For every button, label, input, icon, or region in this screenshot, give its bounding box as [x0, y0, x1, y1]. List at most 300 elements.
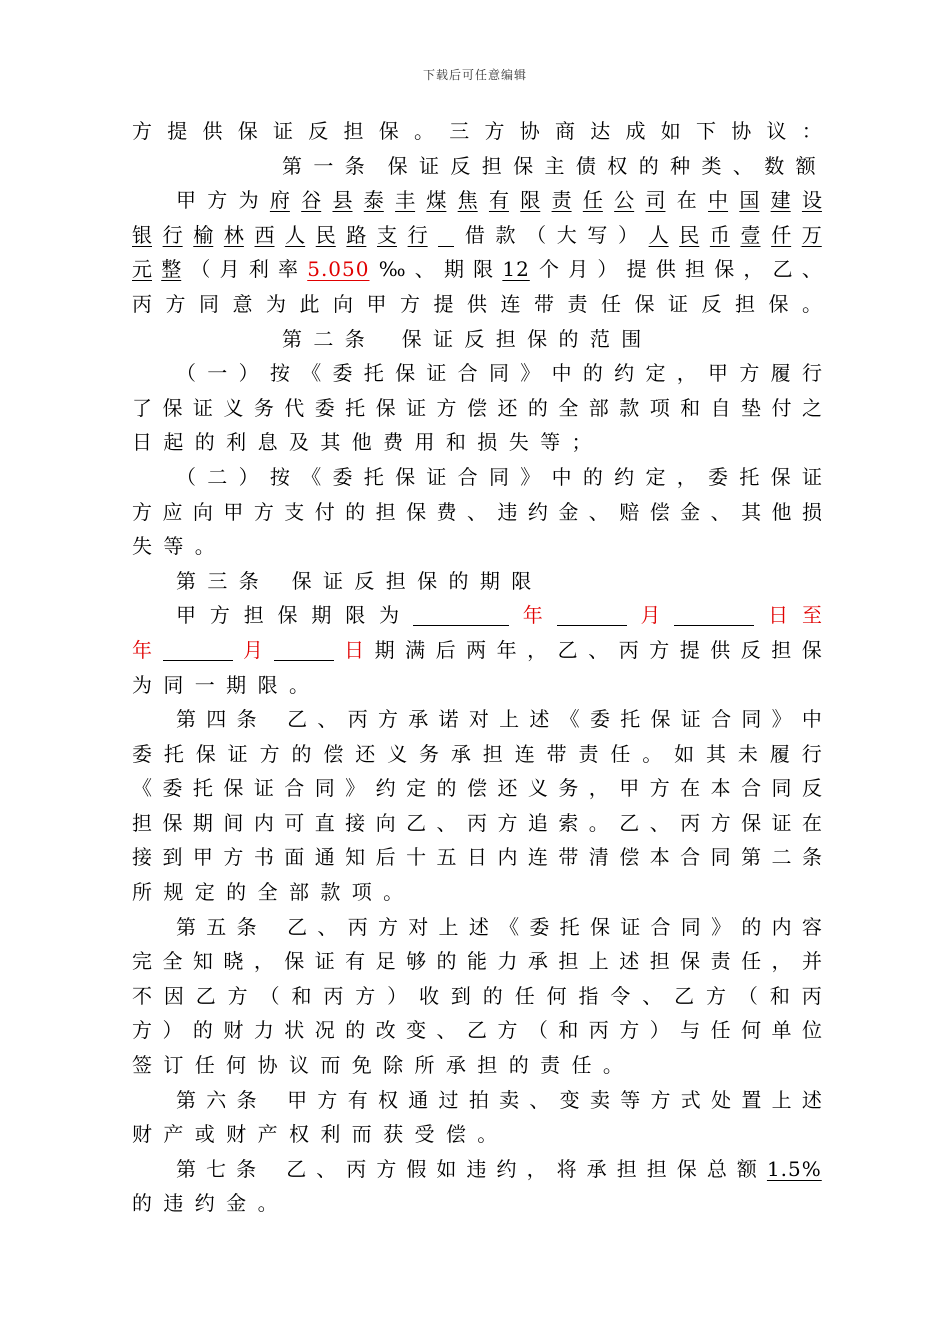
- char: 同: [163, 672, 184, 697]
- char: 乙: [406, 810, 427, 835]
- char: 乙: [557, 637, 578, 662]
- char: 丙: [323, 983, 344, 1008]
- char: 证: [253, 776, 274, 801]
- char: 保: [589, 914, 610, 939]
- char: 证: [192, 395, 213, 420]
- char: 诺: [438, 707, 459, 732]
- char: 向: [192, 499, 213, 524]
- char: 面: [284, 845, 305, 870]
- char: 担: [558, 949, 579, 974]
- char: 方: [706, 983, 727, 1008]
- char: 担: [477, 1053, 498, 1078]
- char: 不: [132, 983, 152, 1008]
- char: 他: [351, 430, 372, 455]
- char: 述: [619, 949, 640, 974]
- char: ‰: [378, 257, 406, 282]
- char: 托: [192, 776, 213, 801]
- char: 的: [527, 395, 548, 420]
- char: ：: [801, 119, 822, 143]
- char: 方: [497, 1018, 518, 1043]
- char: 向: [333, 291, 353, 316]
- text-line: [132, 598, 822, 633]
- char: 担: [385, 568, 406, 593]
- char: 方: [377, 914, 398, 939]
- char: 限: [257, 672, 278, 697]
- char: 方: [619, 1018, 640, 1043]
- char: 带: [558, 845, 579, 870]
- char: 并: [801, 949, 822, 974]
- char: 到: [450, 983, 471, 1008]
- char: 连: [500, 291, 521, 316]
- char: 一: [194, 672, 215, 697]
- char: 全: [558, 395, 579, 420]
- char: 行: [407, 222, 428, 247]
- char: 委: [132, 741, 152, 766]
- char: 任: [741, 949, 762, 974]
- char: 订: [163, 1053, 184, 1078]
- char: 协: [257, 1053, 278, 1078]
- char: 垫: [741, 395, 762, 420]
- blank-field: [163, 638, 233, 661]
- char: 支: [377, 222, 397, 247]
- char: 力: [253, 1018, 274, 1043]
- char: 丙: [618, 637, 639, 662]
- char: 支: [284, 499, 305, 524]
- char: 种: [670, 153, 691, 178]
- char: 所: [132, 880, 152, 905]
- char: 担: [646, 1156, 667, 1181]
- char: 第: [282, 326, 302, 351]
- char: 、: [649, 810, 670, 835]
- char: 担: [481, 153, 502, 178]
- text-line: [132, 944, 822, 979]
- char: 何: [741, 1018, 762, 1043]
- char: 整: [161, 257, 182, 282]
- char: 两: [466, 637, 487, 662]
- char: 《: [559, 707, 580, 732]
- text-line: [132, 564, 822, 599]
- char: 》: [345, 776, 366, 801]
- char: 费: [436, 499, 457, 524]
- char: 了: [132, 395, 152, 420]
- char: ）: [162, 1018, 183, 1043]
- char: 定: [406, 776, 427, 801]
- page-header: 下载后可任意编辑: [422, 68, 527, 82]
- char: 有: [488, 188, 509, 213]
- char: 煤: [426, 188, 447, 213]
- char: 况: [314, 1018, 335, 1043]
- char: 起: [163, 430, 184, 455]
- char: 受: [414, 1122, 435, 1147]
- char: 及: [288, 430, 309, 455]
- char: 金: [680, 499, 701, 524]
- char: 、: [588, 637, 609, 662]
- char: 年: [132, 637, 152, 662]
- char: 月: [219, 257, 240, 282]
- char: 公: [614, 188, 635, 213]
- char: 他: [771, 499, 792, 524]
- char: 偿: [619, 845, 640, 870]
- char: 提: [433, 291, 454, 316]
- char: 第: [282, 153, 302, 178]
- char: 偿: [649, 499, 670, 524]
- char: 述: [468, 914, 489, 939]
- char: 方: [710, 810, 731, 835]
- char: 连: [527, 845, 548, 870]
- char: 中: [708, 188, 729, 213]
- char: 托: [739, 464, 760, 489]
- char: 合: [741, 776, 762, 801]
- char: 的: [436, 949, 457, 974]
- char: 同: [680, 914, 701, 939]
- char: 在: [801, 810, 822, 835]
- char: 其: [706, 741, 727, 766]
- char: ，: [253, 949, 274, 974]
- char: 还: [497, 776, 518, 801]
- char: 反: [464, 326, 485, 351]
- char: 本: [649, 845, 670, 870]
- char: （: [176, 464, 196, 489]
- char: 能: [466, 949, 487, 974]
- char: 保: [291, 568, 312, 593]
- char: 。: [602, 1053, 623, 1078]
- char: 任: [610, 741, 631, 766]
- char: 等: [540, 430, 561, 455]
- char: 期: [192, 810, 213, 835]
- char: 款: [619, 395, 640, 420]
- char: 因: [163, 983, 184, 1008]
- char: 丰: [395, 188, 416, 213]
- char: 按: [269, 464, 290, 489]
- char: 述: [801, 1087, 822, 1112]
- char: 上: [588, 949, 609, 974]
- char: 任: [582, 188, 603, 213]
- text-line: [132, 633, 822, 668]
- char: 的: [132, 1191, 152, 1216]
- char: 供: [467, 291, 487, 316]
- char: 式: [680, 1087, 701, 1112]
- char: 中: [801, 707, 822, 732]
- char: 定: [194, 880, 215, 905]
- char: 万: [801, 222, 822, 247]
- char: 丙: [801, 983, 822, 1008]
- char: 保: [223, 776, 244, 801]
- char: 、: [414, 257, 435, 282]
- char: 合: [650, 914, 671, 939]
- char: 反: [308, 119, 329, 143]
- text-line: [132, 460, 822, 495]
- char: 、: [316, 1156, 337, 1181]
- char: 产: [257, 1122, 278, 1147]
- char: 丙: [346, 1156, 367, 1181]
- char: 合: [711, 707, 732, 732]
- char: 额: [795, 153, 816, 178]
- char: 向: [375, 810, 396, 835]
- char: 的: [508, 1053, 529, 1078]
- char: 到: [162, 845, 183, 870]
- char: ）: [649, 1018, 670, 1043]
- char: 》: [520, 361, 541, 386]
- char: 利: [226, 430, 247, 455]
- char: 。: [194, 534, 215, 559]
- char: 反: [740, 637, 761, 662]
- char: 完: [132, 949, 152, 974]
- char: 方: [259, 741, 280, 766]
- char: 可: [284, 810, 305, 835]
- char: 、: [710, 499, 731, 524]
- char: 全: [257, 880, 278, 905]
- char: 人: [285, 222, 306, 247]
- char: 《: [499, 914, 520, 939]
- char: 条: [236, 707, 257, 732]
- char: 方: [227, 983, 248, 1008]
- char: 托: [363, 464, 384, 489]
- char: 的: [192, 1018, 213, 1043]
- char: 国: [739, 188, 760, 213]
- char: 方: [132, 499, 152, 524]
- char: 和: [558, 1018, 579, 1043]
- char: 丙: [347, 914, 368, 939]
- char: 林: [223, 222, 244, 247]
- char: 追: [527, 810, 548, 835]
- text-line: [132, 322, 822, 357]
- char: 的: [345, 1018, 366, 1043]
- char: 任: [194, 1053, 215, 1078]
- char: 方: [739, 361, 760, 386]
- char: 权: [607, 153, 628, 178]
- char: 保: [162, 810, 183, 835]
- char: 建: [770, 188, 791, 213]
- char: 民: [679, 222, 700, 247]
- char: 。: [802, 291, 822, 316]
- char: 和: [769, 983, 790, 1008]
- text-run: 12: [502, 257, 530, 282]
- char: 为: [132, 672, 152, 697]
- text-line: [132, 875, 822, 910]
- char: 金: [558, 499, 579, 524]
- char: 息: [257, 430, 278, 455]
- char: 接: [132, 845, 152, 870]
- char: 委: [162, 776, 183, 801]
- char: 义: [223, 395, 244, 420]
- char: 带: [534, 291, 554, 316]
- char: 委: [589, 707, 610, 732]
- char: 第: [176, 1156, 196, 1181]
- char: 甲: [287, 1087, 308, 1112]
- char: 日: [132, 430, 152, 455]
- char: 和: [291, 983, 312, 1008]
- char: 托: [559, 914, 580, 939]
- char: 乙: [466, 1018, 487, 1043]
- char: 担: [495, 326, 516, 351]
- char: 证: [406, 395, 427, 420]
- text-line: [132, 668, 822, 703]
- char: 方: [317, 1087, 338, 1112]
- char: 方: [132, 1018, 152, 1043]
- char: 带: [546, 741, 567, 766]
- char: 证: [418, 153, 439, 178]
- char: 赔: [619, 499, 640, 524]
- char: 、: [642, 983, 663, 1008]
- char: 成: [625, 119, 646, 143]
- char: 的: [226, 880, 247, 905]
- char: 方: [649, 637, 670, 662]
- char: 《: [301, 464, 322, 489]
- char: 提: [626, 257, 647, 282]
- char: 日: [466, 845, 487, 870]
- char: 对: [408, 914, 429, 939]
- char: 保: [676, 1156, 697, 1181]
- char: 用: [414, 430, 435, 455]
- text-line: [132, 979, 822, 1014]
- text-line: [132, 529, 822, 564]
- char: 担: [649, 949, 670, 974]
- char: 自: [710, 395, 731, 420]
- char: 供: [202, 119, 223, 143]
- char: 府: [269, 188, 290, 213]
- char: 三: [449, 119, 470, 143]
- char: 偿: [323, 741, 344, 766]
- char: 令: [610, 983, 631, 1008]
- char: 卖: [589, 1087, 610, 1112]
- char: 拍: [468, 1087, 489, 1112]
- char: 协: [519, 119, 540, 143]
- char: 协: [731, 119, 752, 143]
- char: 连: [514, 741, 535, 766]
- char: 》: [520, 464, 541, 489]
- char: 托: [620, 707, 641, 732]
- char: 甲: [176, 603, 196, 628]
- char: 限: [345, 603, 366, 628]
- char: ，: [743, 257, 764, 282]
- char: ，: [771, 949, 792, 974]
- char: 反: [450, 153, 471, 178]
- char: 务: [419, 741, 440, 766]
- char: 托: [363, 361, 384, 386]
- char: 同: [314, 776, 335, 801]
- char: 担: [243, 603, 264, 628]
- blank-field: [413, 603, 509, 626]
- char: 为: [379, 603, 400, 628]
- char: 写: [587, 222, 608, 247]
- char: 通: [314, 845, 335, 870]
- char: 壹: [740, 222, 761, 247]
- char: 而: [351, 1122, 372, 1147]
- char: 义: [387, 741, 408, 766]
- char: 而: [320, 1053, 341, 1078]
- char: 的: [482, 983, 503, 1008]
- char: 免: [351, 1053, 372, 1078]
- char: 类: [701, 153, 722, 178]
- char: 变: [406, 1018, 427, 1043]
- char: 权: [377, 1087, 398, 1112]
- char: 力: [497, 949, 518, 974]
- char: ，: [527, 637, 548, 662]
- char: 月: [243, 637, 264, 662]
- char: 议: [766, 119, 787, 143]
- char: 改: [375, 1018, 396, 1043]
- char: 至: [801, 603, 822, 628]
- char: 。: [414, 119, 434, 143]
- char: 。: [588, 810, 609, 835]
- char: 一: [313, 153, 334, 178]
- char: 担: [375, 499, 396, 524]
- char: ；: [571, 430, 592, 455]
- char: 第: [176, 707, 196, 732]
- char: 何: [226, 1053, 247, 1078]
- char: 、: [529, 1087, 550, 1112]
- char: 保: [162, 395, 183, 420]
- char: 甲: [223, 499, 244, 524]
- char: 全: [162, 949, 183, 974]
- char: 产: [163, 1122, 184, 1147]
- char: 后: [375, 845, 396, 870]
- char: 变: [559, 1087, 580, 1112]
- char: 委: [332, 464, 353, 489]
- char: 规: [163, 880, 184, 905]
- char: 丙: [347, 707, 368, 732]
- char: 保: [395, 361, 416, 386]
- char: 谷: [301, 188, 322, 213]
- char: 约: [194, 1191, 215, 1216]
- char: 的: [638, 153, 659, 178]
- char: 任: [601, 291, 621, 316]
- char: 乙: [674, 983, 695, 1008]
- char: 履: [769, 741, 790, 766]
- char: 违: [163, 1191, 184, 1216]
- text-line: [132, 391, 822, 426]
- char: 供: [710, 637, 731, 662]
- char: 承: [445, 1053, 466, 1078]
- char: ，: [526, 1156, 547, 1181]
- char: 利: [320, 1122, 341, 1147]
- text-line: [132, 287, 822, 322]
- text-line: [132, 114, 822, 149]
- char: 借: [464, 222, 485, 247]
- char: 委: [708, 464, 729, 489]
- char: ）: [238, 361, 259, 386]
- char: 七: [206, 1156, 227, 1181]
- char: 的: [345, 499, 366, 524]
- char: 证: [322, 568, 343, 593]
- char: 足: [375, 949, 396, 974]
- char: 》: [711, 914, 732, 939]
- char: 约: [527, 499, 548, 524]
- char: 第: [741, 845, 762, 870]
- char: 签: [132, 1053, 152, 1078]
- char: 合: [680, 845, 701, 870]
- char: 证: [432, 326, 453, 351]
- char: 与: [680, 1018, 701, 1043]
- char: 将: [556, 1156, 577, 1181]
- char: 晓: [223, 949, 244, 974]
- char: 证: [680, 707, 701, 732]
- char: 乙: [772, 257, 793, 282]
- char: 的: [436, 776, 457, 801]
- char: 》: [771, 707, 792, 732]
- char: 的: [448, 568, 469, 593]
- text-run: 5.050: [307, 257, 370, 282]
- char: 第: [176, 1087, 196, 1112]
- char: 、: [436, 810, 457, 835]
- char: 何: [546, 983, 567, 1008]
- char: 期: [479, 568, 500, 593]
- char: 总: [706, 1156, 727, 1181]
- char: 过: [438, 1087, 459, 1112]
- char: 方: [377, 707, 398, 732]
- text-line: [132, 702, 822, 737]
- char: 权: [288, 1122, 309, 1147]
